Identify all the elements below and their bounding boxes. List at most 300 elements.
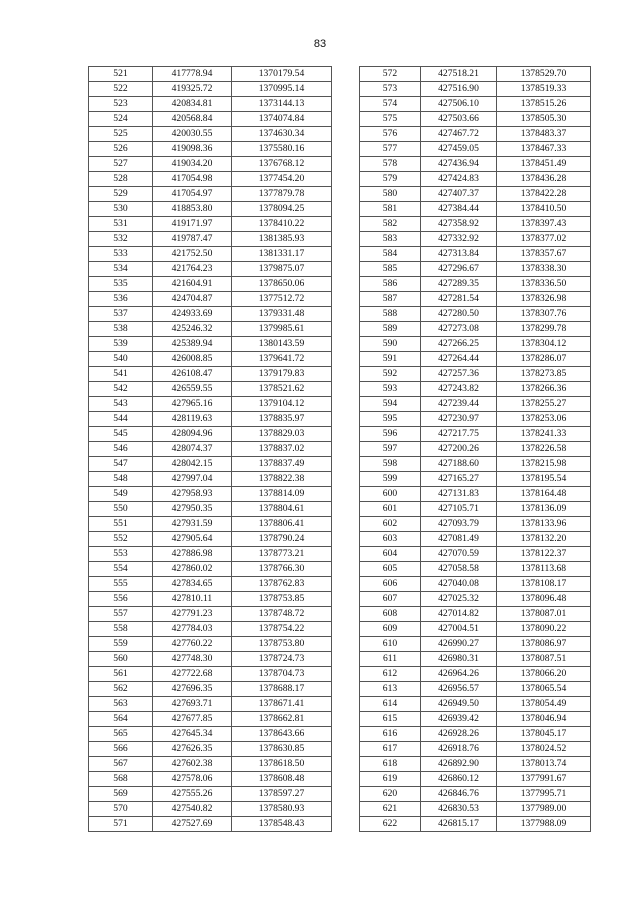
y-coordinate-cell: 1378724.73 <box>232 652 332 667</box>
table-body <box>89 67 332 832</box>
point-number-cell: 574 <box>360 97 421 112</box>
y-coordinate-cell: 1378086.97 <box>497 637 591 652</box>
x-coordinate-cell: 427965.16 <box>153 397 232 412</box>
point-number-cell: 600 <box>360 487 421 502</box>
x-coordinate-cell: 418853.80 <box>153 202 232 217</box>
y-coordinate-cell: 1378618.50 <box>232 757 332 772</box>
x-coordinate-cell: 426008.85 <box>153 352 232 367</box>
point-number-cell: 551 <box>89 517 153 532</box>
coordinates-table-right <box>359 66 591 832</box>
x-coordinate-cell: 426990.27 <box>421 637 497 652</box>
x-coordinate-cell: 427230.97 <box>421 412 497 427</box>
x-coordinate-cell: 427810.11 <box>153 592 232 607</box>
x-coordinate-cell: 426108.47 <box>153 367 232 382</box>
point-number-cell: 622 <box>360 817 421 832</box>
y-coordinate-cell: 1378377.02 <box>497 232 591 247</box>
y-coordinate-cell: 1379875.07 <box>232 262 332 277</box>
table-row <box>360 682 591 697</box>
table-row <box>89 457 332 472</box>
point-number-cell: 541 <box>89 367 153 382</box>
x-coordinate-cell: 426830.53 <box>421 802 497 817</box>
point-number-cell: 610 <box>360 637 421 652</box>
table-row <box>89 337 332 352</box>
y-coordinate-cell: 1378704.73 <box>232 667 332 682</box>
y-coordinate-cell: 1378054.49 <box>497 697 591 712</box>
y-coordinate-cell: 1378766.30 <box>232 562 332 577</box>
x-coordinate-cell: 427273.08 <box>421 322 497 337</box>
point-number-cell: 558 <box>89 622 153 637</box>
table-row <box>89 637 332 652</box>
coordinates-table-left <box>88 66 332 832</box>
point-number-cell: 550 <box>89 502 153 517</box>
y-coordinate-cell: 1378299.78 <box>497 322 591 337</box>
table-row <box>360 607 591 622</box>
x-coordinate-cell: 427004.51 <box>421 622 497 637</box>
x-coordinate-cell: 425389.94 <box>153 337 232 352</box>
x-coordinate-cell: 427760.22 <box>153 637 232 652</box>
y-coordinate-cell: 1377991.67 <box>497 772 591 787</box>
table-row <box>360 232 591 247</box>
y-coordinate-cell: 1378336.50 <box>497 277 591 292</box>
table-row <box>89 802 332 817</box>
x-coordinate-cell: 427459.05 <box>421 142 497 157</box>
y-coordinate-cell: 1378436.28 <box>497 172 591 187</box>
table-row <box>89 202 332 217</box>
x-coordinate-cell: 427289.35 <box>421 277 497 292</box>
table-row <box>360 547 591 562</box>
table-row <box>360 562 591 577</box>
point-number-cell: 587 <box>360 292 421 307</box>
point-number-cell: 521 <box>89 67 153 82</box>
x-coordinate-cell: 427257.36 <box>421 367 497 382</box>
x-coordinate-cell: 425246.32 <box>153 322 232 337</box>
x-coordinate-cell: 427058.58 <box>421 562 497 577</box>
point-number-cell: 532 <box>89 232 153 247</box>
x-coordinate-cell: 426980.31 <box>421 652 497 667</box>
x-coordinate-cell: 427093.79 <box>421 517 497 532</box>
y-coordinate-cell: 1378286.07 <box>497 352 591 367</box>
y-coordinate-cell: 1378266.36 <box>497 382 591 397</box>
x-coordinate-cell: 426846.76 <box>421 787 497 802</box>
x-coordinate-cell: 427518.21 <box>421 67 497 82</box>
y-coordinate-cell: 1378597.27 <box>232 787 332 802</box>
point-number-cell: 540 <box>89 352 153 367</box>
table-row <box>89 487 332 502</box>
table-row <box>360 367 591 382</box>
table-row <box>89 667 332 682</box>
table-row <box>360 187 591 202</box>
table-row <box>360 247 591 262</box>
table-row <box>89 427 332 442</box>
point-number-cell: 526 <box>89 142 153 157</box>
table-row <box>89 97 332 112</box>
table-row <box>360 127 591 142</box>
point-number-cell: 534 <box>89 262 153 277</box>
x-coordinate-cell: 420834.81 <box>153 97 232 112</box>
point-number-cell: 584 <box>360 247 421 262</box>
y-coordinate-cell: 1378505.30 <box>497 112 591 127</box>
point-number-cell: 612 <box>360 667 421 682</box>
table-row <box>89 232 332 247</box>
point-number-cell: 563 <box>89 697 153 712</box>
y-coordinate-cell: 1377454.20 <box>232 172 332 187</box>
table-row <box>89 142 332 157</box>
point-number-cell: 609 <box>360 622 421 637</box>
table-row <box>89 502 332 517</box>
table-row <box>89 157 332 172</box>
table-row <box>360 352 591 367</box>
point-number-cell: 565 <box>89 727 153 742</box>
x-coordinate-cell: 427165.27 <box>421 472 497 487</box>
x-coordinate-cell: 427239.44 <box>421 397 497 412</box>
point-number-cell: 536 <box>89 292 153 307</box>
x-coordinate-cell: 427070.59 <box>421 547 497 562</box>
table-row <box>89 577 332 592</box>
point-number-cell: 531 <box>89 217 153 232</box>
table-row <box>89 622 332 637</box>
table-row <box>360 457 591 472</box>
point-number-cell: 557 <box>89 607 153 622</box>
x-coordinate-cell: 427280.50 <box>421 307 497 322</box>
point-number-cell: 603 <box>360 532 421 547</box>
table-row <box>360 727 591 742</box>
table-row <box>360 262 591 277</box>
y-coordinate-cell: 1376768.12 <box>232 157 332 172</box>
table-row <box>89 532 332 547</box>
x-coordinate-cell: 427264.44 <box>421 352 497 367</box>
point-number-cell: 573 <box>360 82 421 97</box>
x-coordinate-cell: 427516.90 <box>421 82 497 97</box>
x-coordinate-cell: 427696.35 <box>153 682 232 697</box>
x-coordinate-cell: 417054.98 <box>153 172 232 187</box>
table-row <box>89 757 332 772</box>
point-number-cell: 545 <box>89 427 153 442</box>
point-number-cell: 580 <box>360 187 421 202</box>
y-coordinate-cell: 1378829.03 <box>232 427 332 442</box>
y-coordinate-cell: 1378630.85 <box>232 742 332 757</box>
y-coordinate-cell: 1378515.26 <box>497 97 591 112</box>
y-coordinate-cell: 1381331.17 <box>232 247 332 262</box>
x-coordinate-cell: 427905.64 <box>153 532 232 547</box>
point-number-cell: 611 <box>360 652 421 667</box>
x-coordinate-cell: 427626.35 <box>153 742 232 757</box>
table-row <box>89 442 332 457</box>
point-number-cell: 601 <box>360 502 421 517</box>
y-coordinate-cell: 1378304.12 <box>497 337 591 352</box>
point-number-cell: 575 <box>360 112 421 127</box>
table-row <box>360 532 591 547</box>
x-coordinate-cell: 426815.17 <box>421 817 497 832</box>
point-number-cell: 602 <box>360 517 421 532</box>
x-coordinate-cell: 421604.91 <box>153 277 232 292</box>
x-coordinate-cell: 427188.60 <box>421 457 497 472</box>
point-number-cell: 621 <box>360 802 421 817</box>
y-coordinate-cell: 1378814.09 <box>232 487 332 502</box>
point-number-cell: 617 <box>360 742 421 757</box>
point-number-cell: 590 <box>360 337 421 352</box>
x-coordinate-cell: 427332.92 <box>421 232 497 247</box>
table-row <box>89 187 332 202</box>
y-coordinate-cell: 1378822.38 <box>232 472 332 487</box>
y-coordinate-cell: 1378790.24 <box>232 532 332 547</box>
y-coordinate-cell: 1378837.49 <box>232 457 332 472</box>
table-row <box>89 592 332 607</box>
point-number-cell: 605 <box>360 562 421 577</box>
table-row <box>360 787 591 802</box>
point-number-cell: 593 <box>360 382 421 397</box>
page-number: 83 <box>313 38 327 50</box>
table-row <box>360 472 591 487</box>
y-coordinate-cell: 1378519.33 <box>497 82 591 97</box>
x-coordinate-cell: 427555.26 <box>153 787 232 802</box>
y-coordinate-cell: 1378671.41 <box>232 697 332 712</box>
point-number-cell: 548 <box>89 472 153 487</box>
point-number-cell: 594 <box>360 397 421 412</box>
point-number-cell: 572 <box>360 67 421 82</box>
x-coordinate-cell: 419325.72 <box>153 82 232 97</box>
point-number-cell: 570 <box>89 802 153 817</box>
point-number-cell: 583 <box>360 232 421 247</box>
y-coordinate-cell: 1378046.94 <box>497 712 591 727</box>
table-row <box>360 67 591 82</box>
table-row <box>360 442 591 457</box>
table-row <box>360 817 591 832</box>
y-coordinate-cell: 1377989.00 <box>497 802 591 817</box>
table-row <box>360 592 591 607</box>
table-row <box>360 427 591 442</box>
x-coordinate-cell: 427722.68 <box>153 667 232 682</box>
table-row <box>89 382 332 397</box>
y-coordinate-cell: 1378521.62 <box>232 382 332 397</box>
table-row <box>89 712 332 727</box>
point-number-cell: 566 <box>89 742 153 757</box>
table-row <box>89 472 332 487</box>
y-coordinate-cell: 1378215.98 <box>497 457 591 472</box>
table-row <box>360 712 591 727</box>
x-coordinate-cell: 420568.84 <box>153 112 232 127</box>
table-row <box>89 607 332 622</box>
point-number-cell: 589 <box>360 322 421 337</box>
x-coordinate-cell: 427266.25 <box>421 337 497 352</box>
x-coordinate-cell: 426956.57 <box>421 682 497 697</box>
point-number-cell: 620 <box>360 787 421 802</box>
point-number-cell: 578 <box>360 157 421 172</box>
table-row <box>360 82 591 97</box>
x-coordinate-cell: 427407.37 <box>421 187 497 202</box>
y-coordinate-cell: 1378255.27 <box>497 397 591 412</box>
point-number-cell: 564 <box>89 712 153 727</box>
y-coordinate-cell: 1378045.17 <box>497 727 591 742</box>
y-coordinate-cell: 1378753.80 <box>232 637 332 652</box>
table-row <box>89 547 332 562</box>
x-coordinate-cell: 427040.08 <box>421 577 497 592</box>
y-coordinate-cell: 1374074.84 <box>232 112 332 127</box>
x-coordinate-cell: 427578.06 <box>153 772 232 787</box>
y-coordinate-cell: 1380143.59 <box>232 337 332 352</box>
point-number-cell: 582 <box>360 217 421 232</box>
table-row <box>360 697 591 712</box>
x-coordinate-cell: 420030.55 <box>153 127 232 142</box>
x-coordinate-cell: 417778.94 <box>153 67 232 82</box>
point-number-cell: 616 <box>360 727 421 742</box>
y-coordinate-cell: 1378835.97 <box>232 412 332 427</box>
x-coordinate-cell: 426939.42 <box>421 712 497 727</box>
x-coordinate-cell: 421764.23 <box>153 262 232 277</box>
y-coordinate-cell: 1378451.49 <box>497 157 591 172</box>
x-coordinate-cell: 427886.98 <box>153 547 232 562</box>
x-coordinate-cell: 427424.83 <box>421 172 497 187</box>
table-row <box>360 382 591 397</box>
point-number-cell: 533 <box>89 247 153 262</box>
y-coordinate-cell: 1378608.48 <box>232 772 332 787</box>
point-number-cell: 596 <box>360 427 421 442</box>
table-row <box>89 652 332 667</box>
y-coordinate-cell: 1378754.22 <box>232 622 332 637</box>
y-coordinate-cell: 1377988.09 <box>497 817 591 832</box>
x-coordinate-cell: 427105.71 <box>421 502 497 517</box>
table-row <box>89 352 332 367</box>
x-coordinate-cell: 426860.12 <box>421 772 497 787</box>
x-coordinate-cell: 426918.76 <box>421 742 497 757</box>
y-coordinate-cell: 1378164.48 <box>497 487 591 502</box>
y-coordinate-cell: 1378122.37 <box>497 547 591 562</box>
table-row <box>360 112 591 127</box>
table-row <box>89 397 332 412</box>
y-coordinate-cell: 1370179.54 <box>232 67 332 82</box>
table-row <box>89 307 332 322</box>
x-coordinate-cell: 427950.35 <box>153 502 232 517</box>
point-number-cell: 585 <box>360 262 421 277</box>
point-number-cell: 549 <box>89 487 153 502</box>
y-coordinate-cell: 1378580.93 <box>232 802 332 817</box>
y-coordinate-cell: 1378338.30 <box>497 262 591 277</box>
point-number-cell: 542 <box>89 382 153 397</box>
table-row <box>360 622 591 637</box>
x-coordinate-cell: 427436.94 <box>421 157 497 172</box>
x-coordinate-cell: 427931.59 <box>153 517 232 532</box>
table-row <box>89 112 332 127</box>
y-coordinate-cell: 1378662.81 <box>232 712 332 727</box>
point-number-cell: 547 <box>89 457 153 472</box>
x-coordinate-cell: 417054.97 <box>153 187 232 202</box>
y-coordinate-cell: 1378066.20 <box>497 667 591 682</box>
y-coordinate-cell: 1377512.72 <box>232 292 332 307</box>
point-number-cell: 619 <box>360 772 421 787</box>
table-row <box>360 802 591 817</box>
table-row <box>89 772 332 787</box>
table-row <box>89 292 332 307</box>
y-coordinate-cell: 1378226.58 <box>497 442 591 457</box>
table-row <box>360 322 591 337</box>
point-number-cell: 555 <box>89 577 153 592</box>
point-number-cell: 538 <box>89 322 153 337</box>
y-coordinate-cell: 1379179.83 <box>232 367 332 382</box>
x-coordinate-cell: 424933.69 <box>153 307 232 322</box>
x-coordinate-cell: 427602.38 <box>153 757 232 772</box>
point-number-cell: 604 <box>360 547 421 562</box>
x-coordinate-cell: 427506.10 <box>421 97 497 112</box>
y-coordinate-cell: 1378748.72 <box>232 607 332 622</box>
point-number-cell: 591 <box>360 352 421 367</box>
x-coordinate-cell: 427540.82 <box>153 802 232 817</box>
y-coordinate-cell: 1379985.61 <box>232 322 332 337</box>
y-coordinate-cell: 1378529.70 <box>497 67 591 82</box>
x-coordinate-cell: 427834.65 <box>153 577 232 592</box>
x-coordinate-cell: 427217.75 <box>421 427 497 442</box>
table-row <box>89 817 332 832</box>
y-coordinate-cell: 1378483.37 <box>497 127 591 142</box>
x-coordinate-cell: 426964.26 <box>421 667 497 682</box>
y-coordinate-cell: 1378806.41 <box>232 517 332 532</box>
point-number-cell: 608 <box>360 607 421 622</box>
x-coordinate-cell: 427784.03 <box>153 622 232 637</box>
x-coordinate-cell: 427358.92 <box>421 217 497 232</box>
point-number-cell: 554 <box>89 562 153 577</box>
table-row <box>89 697 332 712</box>
table-row <box>89 127 332 142</box>
table-row <box>360 652 591 667</box>
y-coordinate-cell: 1378357.67 <box>497 247 591 262</box>
point-number-cell: 539 <box>89 337 153 352</box>
x-coordinate-cell: 428074.37 <box>153 442 232 457</box>
table-row <box>360 307 591 322</box>
point-number-cell: 560 <box>89 652 153 667</box>
y-coordinate-cell: 1378132.20 <box>497 532 591 547</box>
x-coordinate-cell: 427313.84 <box>421 247 497 262</box>
y-coordinate-cell: 1378804.61 <box>232 502 332 517</box>
point-number-cell: 592 <box>360 367 421 382</box>
table-row <box>89 67 332 82</box>
point-number-cell: 524 <box>89 112 153 127</box>
x-coordinate-cell: 427296.67 <box>421 262 497 277</box>
point-number-cell: 528 <box>89 172 153 187</box>
point-number-cell: 556 <box>89 592 153 607</box>
y-coordinate-cell: 1378688.17 <box>232 682 332 697</box>
point-number-cell: 535 <box>89 277 153 292</box>
point-number-cell: 577 <box>360 142 421 157</box>
point-number-cell: 595 <box>360 412 421 427</box>
y-coordinate-cell: 1379641.72 <box>232 352 332 367</box>
y-coordinate-cell: 1370995.14 <box>232 82 332 97</box>
y-coordinate-cell: 1378133.96 <box>497 517 591 532</box>
y-coordinate-cell: 1379331.48 <box>232 307 332 322</box>
table-row <box>360 667 591 682</box>
x-coordinate-cell: 426559.55 <box>153 382 232 397</box>
table-row <box>360 577 591 592</box>
x-coordinate-cell: 428042.15 <box>153 457 232 472</box>
x-coordinate-cell: 419034.20 <box>153 157 232 172</box>
y-coordinate-cell: 1378090.22 <box>497 622 591 637</box>
x-coordinate-cell: 427748.30 <box>153 652 232 667</box>
x-coordinate-cell: 427527.69 <box>153 817 232 832</box>
x-coordinate-cell: 419098.36 <box>153 142 232 157</box>
table-row <box>360 277 591 292</box>
y-coordinate-cell: 1378273.85 <box>497 367 591 382</box>
x-coordinate-cell: 428094.96 <box>153 427 232 442</box>
point-number-cell: 523 <box>89 97 153 112</box>
x-coordinate-cell: 427025.32 <box>421 592 497 607</box>
point-number-cell: 598 <box>360 457 421 472</box>
table-row <box>360 502 591 517</box>
point-number-cell: 546 <box>89 442 153 457</box>
point-number-cell: 597 <box>360 442 421 457</box>
point-number-cell: 588 <box>360 307 421 322</box>
table-row <box>360 397 591 412</box>
y-coordinate-cell: 1378650.06 <box>232 277 332 292</box>
point-number-cell: 553 <box>89 547 153 562</box>
x-coordinate-cell: 427860.02 <box>153 562 232 577</box>
table-row <box>360 487 591 502</box>
